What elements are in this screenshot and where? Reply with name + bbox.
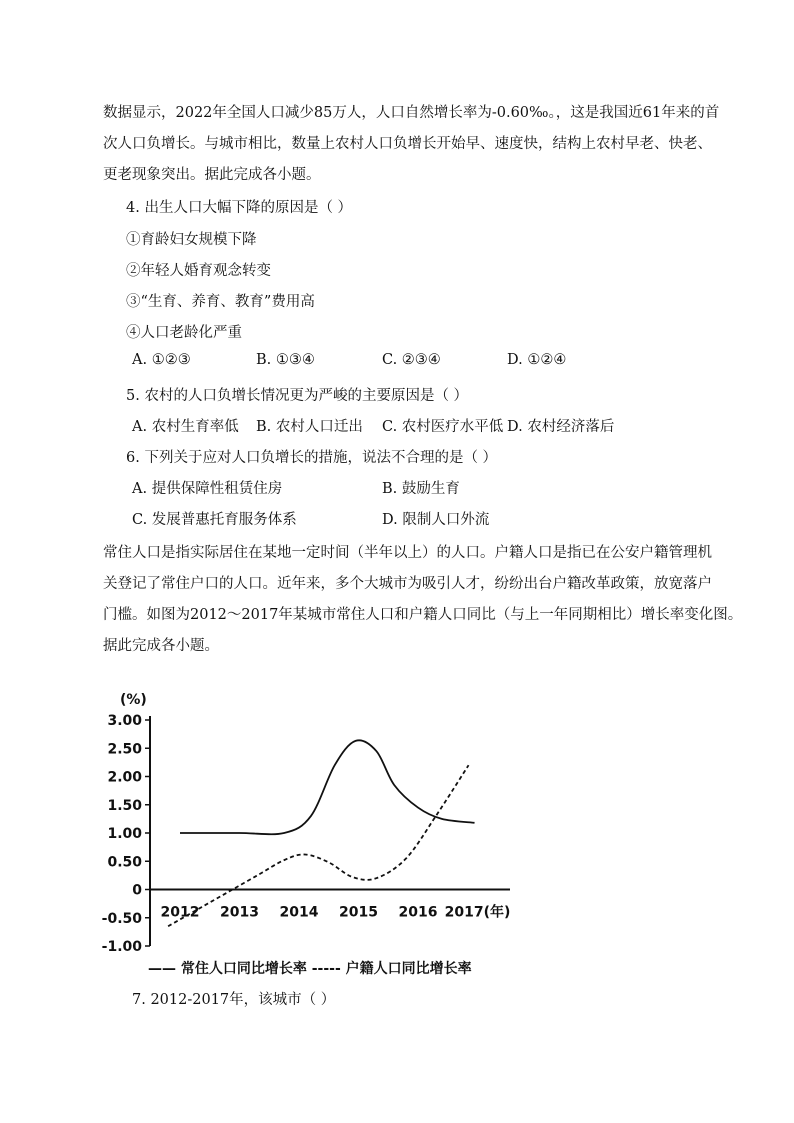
- y-tick-label: 0.50: [107, 854, 142, 871]
- q6-stem: 6. 下列关于应对人口负增长的措施，说法不合理的是（ ）: [126, 450, 498, 466]
- q4-item-3: ③“生育、养育、教育”费用高: [126, 294, 315, 310]
- series-line-resident: [180, 740, 475, 834]
- y-axis-unit: (%): [120, 692, 147, 708]
- x-tick-label: 2015: [339, 904, 378, 921]
- series-line-registered: [168, 765, 468, 926]
- q4-option-d[interactable]: D. ①②④: [507, 352, 567, 368]
- q6-option-b[interactable]: B. 鼓励生育: [382, 481, 460, 497]
- y-tick-label: -1.00: [101, 939, 142, 955]
- y-tick-label: 3.00: [107, 713, 142, 729]
- q4-option-a[interactable]: A. ①②③: [132, 352, 191, 368]
- passage2-line-3: 门槛。如图为2012～2017年某城市常住人口和户籍人口同比（与上一年同期相比）增长率变化图。: [103, 607, 743, 623]
- q6-option-a[interactable]: A. 提供保障性租赁住房: [132, 481, 283, 497]
- q4-option-b[interactable]: B. ①③④: [256, 352, 315, 368]
- q6-option-d[interactable]: D. 限制人口外流: [382, 512, 490, 528]
- x-tick-label: 2017(年): [444, 904, 511, 921]
- passage1-line-1: 数据显示，2022年全国人口减少85万人，人口自然增长率为-0.60‰。，这是我国近61年来的首: [103, 105, 720, 121]
- passage2-line-1: 常住人口是指实际居住在某地一定时间（半年以上）的人口。户籍人口是指已在公安户籍管理机: [103, 545, 712, 561]
- y-tick-label: -0.50: [101, 910, 142, 927]
- q4-item-4: ④人口老龄化严重: [126, 325, 242, 341]
- q7-stem: 7. 2012-2017年，该城市（ ）: [132, 992, 336, 1008]
- x-tick-label: 2016: [398, 904, 438, 921]
- passage1-line-3: 更老现象突出。据此完成各小题。: [103, 167, 321, 183]
- q4-item-2: ②年轻人婚育观念转变: [126, 263, 271, 279]
- q4-option-c[interactable]: C. ②③④: [382, 352, 441, 368]
- q5-option-b[interactable]: B. 农村人口迁出: [256, 419, 363, 435]
- chart-legend: —— 常住人口同比增长率 ----- 户籍人口同比增长率: [148, 961, 472, 977]
- q5-stem: 5. 农村的人口负增长情况更为严峻的主要原因是（ ）: [126, 388, 469, 404]
- x-tick-label: 2014: [279, 904, 319, 921]
- x-tick-label: 2013: [220, 904, 259, 921]
- growth-rate-chart: [100, 680, 530, 958]
- q5-option-c[interactable]: C. 农村医疗水平低: [382, 419, 504, 435]
- y-tick-label: 2.00: [107, 769, 142, 786]
- passage2-line-4: 据此完成各小题。: [103, 638, 219, 654]
- passage2-line-2: 关登记了常住户口的人口。近年来，多个大城市为吸引人才，纷纷出台户籍改革政策，放宽落户: [103, 576, 712, 592]
- passage1-line-2: 次人口负增长。与城市相比，数量上农村人口负增长开始早、速度快，结构上农村早老、快老、: [103, 136, 712, 152]
- q4-item-1: ①育龄妇女规模下降: [126, 232, 257, 248]
- x-tick-label: 2012: [160, 904, 200, 921]
- q6-option-c[interactable]: C. 发展普惠托育服务体系: [132, 512, 297, 528]
- q5-option-a[interactable]: A. 农村生育率低: [132, 419, 239, 435]
- q5-option-d[interactable]: D. 农村经济落后: [507, 419, 615, 435]
- q4-stem: 4. 出生人口大幅下降的原因是（ ）: [126, 200, 353, 216]
- y-tick-label: 1.50: [107, 797, 142, 814]
- y-tick-label: 1.00: [107, 826, 142, 842]
- y-tick-label: 0: [132, 882, 142, 899]
- y-tick-label: 2.50: [107, 741, 142, 758]
